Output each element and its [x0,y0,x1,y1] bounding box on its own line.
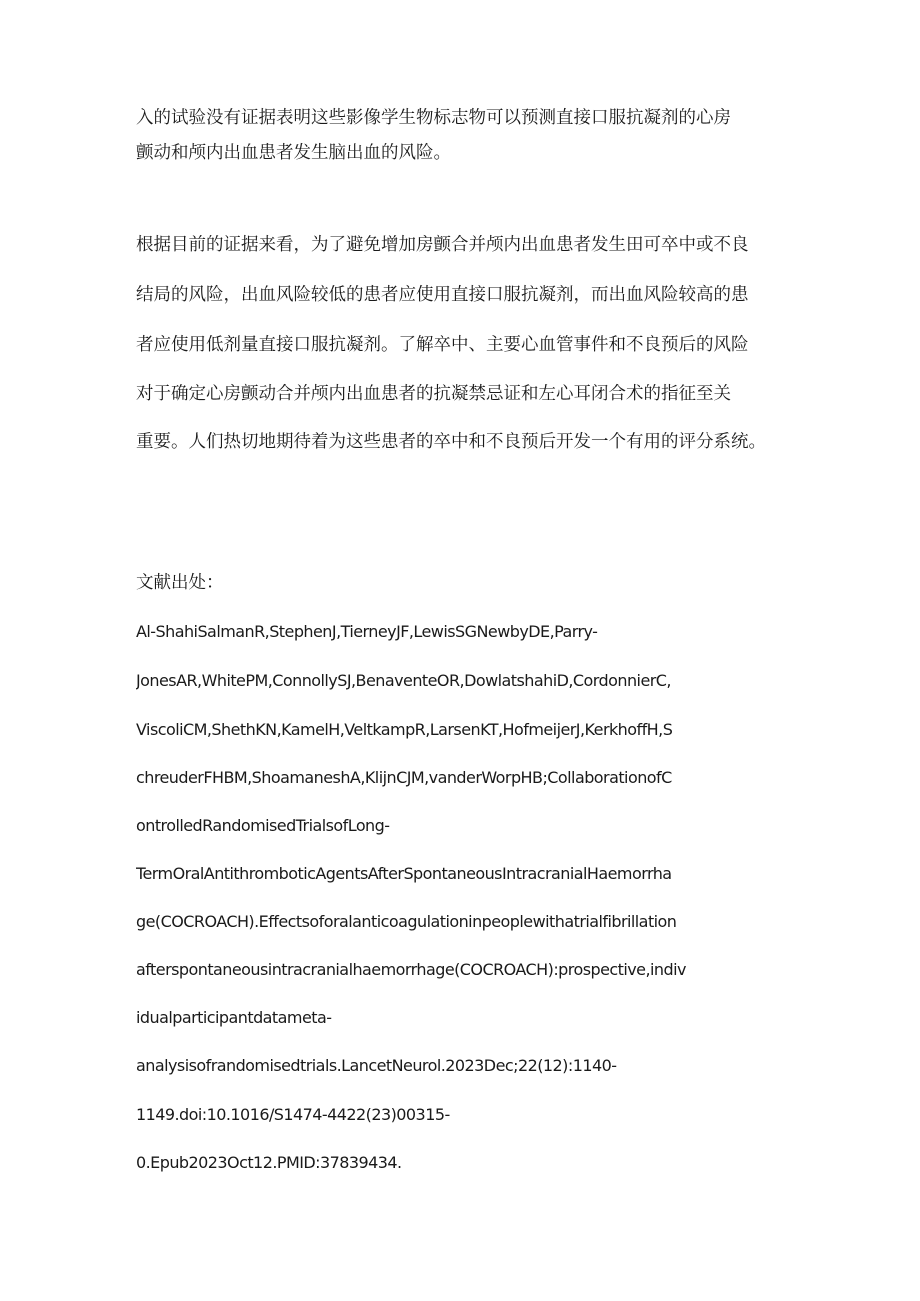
reference-line: analysisofrandomisedtrials.LancetNeurol.2023Dec;22(12):1140- [136,1056,617,1075]
reference-line: idualparticipantdatameta- [136,1008,332,1027]
paragraph-2-line: 根据目前的证据来看，为了避免增加房颤合并颅内出血患者发生田可卒中或不良 [136,235,749,255]
reference-line: JonesAR,WhitePM,ConnollySJ,BenaventeOR,DowlatshahiD,CordonnierC, [136,671,671,690]
reference-line: afterspontaneousintracranialhaemorrhage(COCROACH):prospective,indiv [136,960,686,979]
reference-line: TermOralAntithromboticAgentsAfterSpontaneousIntracranialHaemorrha [136,864,672,883]
reference-line: chreuderFHBM,ShoamaneshA,KlijnCJM,vanderWorpHB;CollaborationofC [136,768,672,787]
paragraph-2-line: 者应使用低剂量直接口服抗凝剂。了解卒中、主要心血管事件和不良预后的风险 [136,335,749,355]
paragraph-1-line: 颤动和颅内出血患者发生脑出血的风险。 [136,143,451,163]
reference-line: Al-ShahiSalmanR,StephenJ,TierneyJF,LewisSGNewbyDE,Parry- [136,622,598,641]
reference-line: ontrolledRandomisedTrialsofLong- [136,816,390,835]
reference-line: 0.Epub2023Oct12.PMID:37839434. [136,1153,402,1172]
paragraph-1-line: 入的试验没有证据表明这些影像学生物标志物可以预测直接口服抗凝剂的心房 [136,108,731,128]
paragraph-2-line: 结局的风险，出血风险较低的患者应使用直接口服抗凝剂，而出血风险较高的患 [136,285,749,305]
references-heading: 文献出处： [136,573,224,593]
paragraph-2-line: 重要。人们热切地期待着为这些患者的卒中和不良预后开发一个有用的评分系统。 [136,432,766,452]
reference-line: 1149.doi:10.1016/S1474-4422(23)00315- [136,1105,450,1124]
reference-line: ge(COCROACH).Effectsoforalanticoagulationinpeoplewithatrialfibrillation [136,912,677,931]
reference-line: ViscoliCM,ShethKN,KamelH,VeltkampR,LarsenKT,HofmeijerJ,KerkhoffH,S [136,720,673,739]
paragraph-2-line: 对于确定心房颤动合并颅内出血患者的抗凝禁忌证和左心耳闭合术的指征至关 [136,384,731,404]
